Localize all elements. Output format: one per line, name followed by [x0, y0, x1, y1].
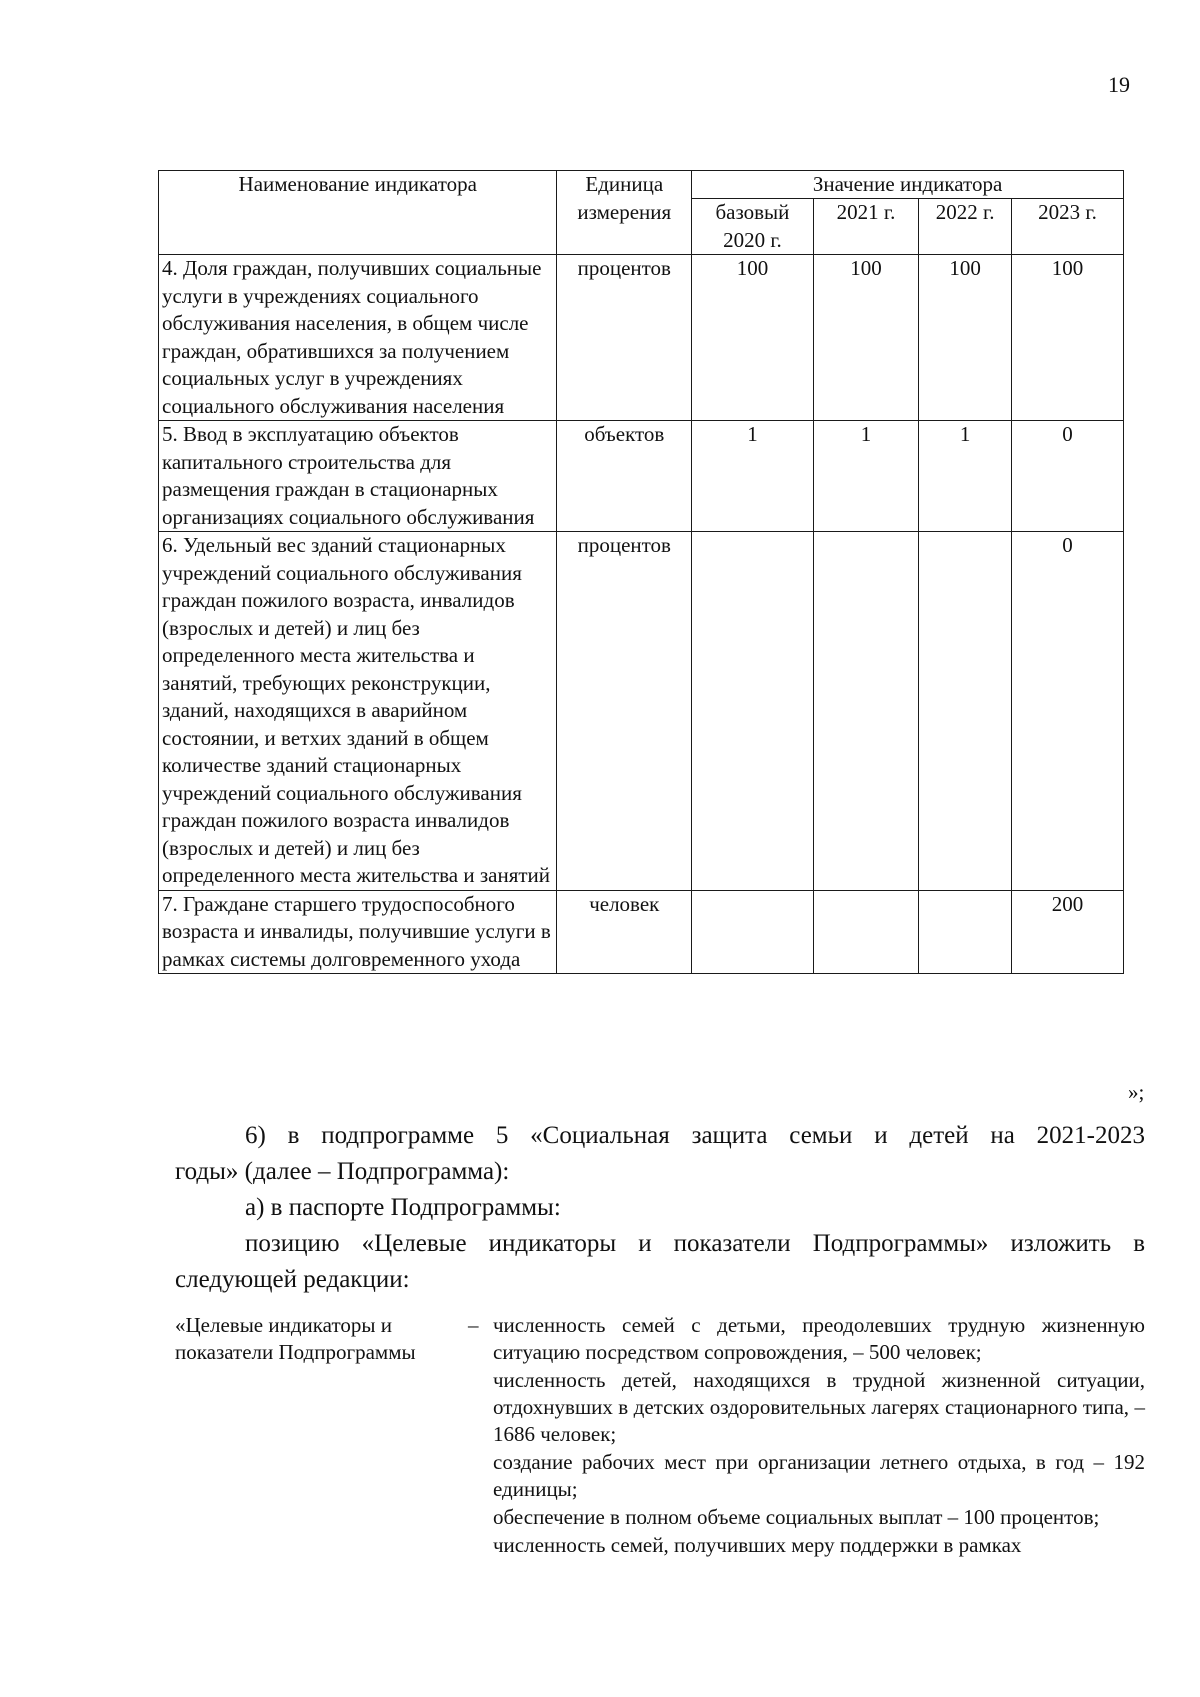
value-base: 1 [692, 421, 814, 532]
indicator-unit: человек [557, 890, 692, 974]
header-name: Наименование индикатора [159, 171, 557, 255]
value-2021: 100 [813, 255, 919, 421]
paragraph-text: позицию «Целевые индикаторы и показатели Подпрограммы» изложить в [245, 1230, 1145, 1257]
indicator-name: 6. Удельный вес зданий стационарных учреждений социального обслуживания граждан пожилого возраста, инвалидов (взрослых и детей) и лиц без определенного места жительства и занятий, требующих реконструкции, зданий, находящихся в аварийном состоянии, и ветхих зданий в общем количестве зданий стационарных учреждений социального обслуживания граждан пожилого возраста инвалидов (взрослых и детей) и лиц без определенного места жительства и занятий [159, 532, 557, 891]
indicator-name: 5. Ввод в эксплуатацию объектов капитального строительства для размещения граждан в стационарных организациях социального обслуживания [159, 421, 557, 532]
paragraph-passport [175, 1190, 1145, 1226]
paragraph-text: а) в паспорте Подпрограммы: [245, 1194, 561, 1221]
list-item: численность семей с детьми, преодолевших трудную жизненную ситуацию посредством сопровождения, – 500 человек; [493, 1313, 1145, 1364]
value-base [692, 890, 814, 974]
table-row [159, 421, 1124, 532]
paragraph-position-line1 [175, 1226, 1145, 1262]
header-base-2020: базовый 2020 г. [692, 199, 814, 255]
value-2022: 100 [919, 255, 1012, 421]
indicator-unit: процентов [557, 532, 692, 891]
list-item: численность детей, находящихся в трудной жизненной ситуации, отдохнувших в детских оздоровительных лагерях стационарного типа, – 1686 человек; [493, 1368, 1145, 1446]
indicator-name: 4. Доля граждан, получивших социальные услуги в учреждениях социального обслуживания населения, в общем числе граждан, обратившихся за получением социальных услуг в учреждениях социального обслуживания населения [159, 255, 557, 421]
paragraph-position-line2: следующей редакции: [175, 1266, 410, 1293]
indicator-name: 7. Граждане старшего трудоспособного возраста и инвалиды, получившие услуги в рамках системы долговременного ухода [159, 890, 557, 974]
indicator-table [158, 170, 1124, 974]
indicator-unit: процентов [557, 255, 692, 421]
value-2022 [919, 532, 1012, 891]
passport-items [493, 1312, 1145, 1560]
list-item: создание рабочих мест при организации летнего отдыха, в год – 192 единицы; [493, 1450, 1145, 1501]
value-base [692, 532, 814, 891]
value-2022: 1 [919, 421, 1012, 532]
value-2022 [919, 890, 1012, 974]
header-unit: Единица измерения [557, 171, 692, 255]
paragraph-text: 6) в подпрограмме 5 «Социальная защита семьи и детей на 2021-2023 [245, 1122, 1145, 1149]
passport-label: «Целевые индикаторы и показатели Подпрограммы [175, 1313, 416, 1364]
list-item: обеспечение в полном объеме социальных выплат – 100 процентов; [493, 1505, 1100, 1529]
paragraph-subprogram-line2: годы» (далее – Подпрограмма): [175, 1158, 510, 1185]
header-value-group: Значение индикатора [692, 171, 1124, 199]
value-2023: 100 [1011, 255, 1123, 421]
list-item: численность семей, получивших меру поддержки в рамках [493, 1533, 1022, 1557]
value-2021: 1 [813, 421, 919, 532]
table-closing-quote: »; [1128, 1080, 1145, 1104]
page-number: 19 [1108, 72, 1130, 97]
table-row [159, 890, 1124, 974]
value-2021 [813, 890, 919, 974]
table-row [159, 255, 1124, 421]
value-base: 100 [692, 255, 814, 421]
header-2022: 2022 г. [919, 199, 1012, 255]
passport-dash: – [468, 1313, 479, 1337]
value-2023: 0 [1011, 421, 1123, 532]
value-2021 [813, 532, 919, 891]
indicator-unit: объектов [557, 421, 692, 532]
header-2023: 2023 г. [1011, 199, 1123, 255]
table-row [159, 532, 1124, 891]
value-2023: 200 [1011, 890, 1123, 974]
header-2021: 2021 г. [813, 199, 919, 255]
value-2023: 0 [1011, 532, 1123, 891]
paragraph-subprogram-line1 [175, 1118, 1145, 1154]
